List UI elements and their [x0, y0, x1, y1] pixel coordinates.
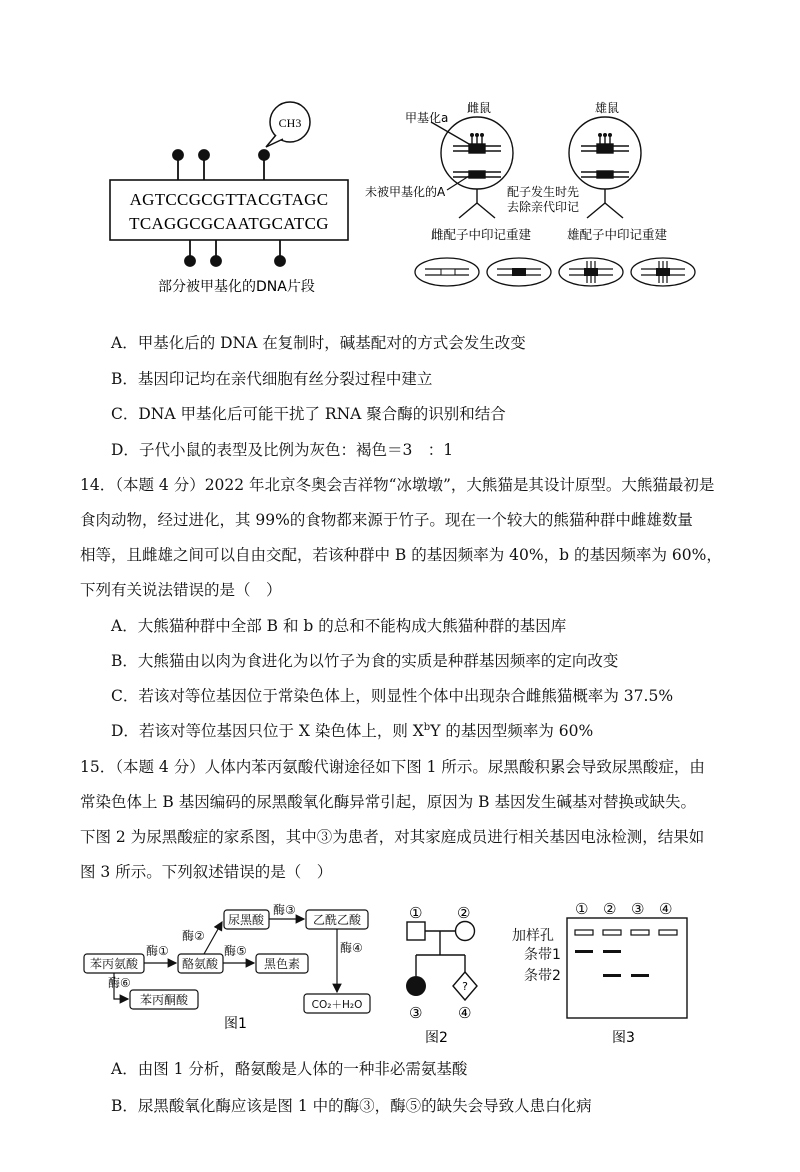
pedigree-father [407, 922, 425, 940]
figure-1-pathway [78, 900, 378, 1040]
enzyme-2: 酶② [182, 929, 205, 943]
figure-2-caption: 图2 [425, 1030, 448, 1046]
q15-stem-line-4: 图 3 所示。下列叙述错误的是（ ） [80, 863, 333, 881]
well-label: 加样孔 [512, 928, 554, 944]
q14-option-a: A．大熊猫种群中全部 B 和 b 的总和不能构成大熊猫种群的基因库 [111, 617, 567, 635]
female-mouse-label: 雌鼠 [467, 101, 492, 115]
q14-stem-line-1: 14．（本题 4 分）2022 年北京冬奥会吉祥物“冰墩墩”，大熊猫是其设计原型。大熊猫最初是 [80, 476, 715, 494]
gamete-note-1: 配子发生时先 [507, 185, 580, 199]
lane-1-label: ① [575, 900, 589, 918]
enzyme-1: 酶① [146, 944, 169, 958]
q14-stem-line-2: 食肉动物，经过进化，其 99%的食物都来源于竹子。现在一个较大的熊猫种群中雌雄数量 [80, 511, 693, 529]
female-cell [431, 117, 513, 189]
lane-2-label: ② [603, 900, 617, 918]
end-box: CO₂＋H₂O [311, 999, 363, 1011]
lane-3-label: ③ [631, 900, 645, 918]
enzyme-3: 酶③ [273, 903, 296, 917]
q14-stem-line-4: 下列有关说法错误的是（ ） [80, 581, 282, 599]
enzyme-6: 酶⑥ [108, 976, 131, 990]
figure-3-caption: 图3 [612, 1030, 635, 1046]
q13-option-b: B．基因印记均在亲代细胞有丝分裂过程中建立 [111, 370, 433, 388]
pedigree-4-label: ④ [458, 1004, 472, 1022]
gametes [415, 258, 695, 286]
methyl-label: CH3 [278, 116, 302, 130]
band-1-label: 条带1 [524, 947, 561, 963]
melanin-box: 黑色素 [263, 957, 301, 971]
q14-option-b: B．大熊猫由以肉为食进化为以竹子为食的实质是种群基因频率的定向改变 [111, 652, 619, 670]
pedigree-3-label: ③ [409, 1004, 423, 1022]
pedigree-mother [456, 922, 475, 941]
male-mouse-label: 雄鼠 [595, 101, 620, 115]
unmethylated-label: 未被甲基化的A [365, 185, 446, 199]
q14-option-c: C．若该对等位基因位于常染色体上，则显性个体中出现杂合雌熊猫概率为 37.5% [111, 687, 674, 705]
dna-methylation-figure [100, 95, 360, 300]
band-2-label: 条带2 [524, 968, 561, 984]
lane-4-label: ④ [659, 900, 673, 918]
male-gamete-label: 雄配子中印记重建 [567, 227, 668, 242]
q14-option-d: D．若该对等位基因只位于 X 染色体上，则 $X^bY$ 的基因型频率为 60% [111, 722, 594, 740]
q15-option-b: B．尿黑酸氧化酶应该是图 1 中的酶③，酶⑤的缺失会导致人患白化病 [111, 1097, 592, 1115]
male-cell [569, 117, 641, 189]
pedigree-question: ? [462, 980, 468, 993]
enzyme-5: 酶⑤ [224, 944, 247, 958]
dna-strand-1: AGTCCGCGTTACGTAGC [129, 190, 329, 209]
q15-stem-line-1: 15．（本题 4 分）人体内苯丙氨酸代谢途径如下图 1 所示。尿黑酸积累会导致尿黑酸症，由 [80, 758, 705, 776]
pedigree-patient-3 [406, 976, 426, 996]
q15-option-a: A．由图 1 分析，酪氨酸是人体的一种非必需氨基酸 [111, 1060, 468, 1078]
dna-caption: 部分被甲基化的DNA片段 [158, 279, 315, 295]
figure-3-electrophoresis [512, 898, 702, 1050]
tyr-box: 酪氨酸 [181, 957, 219, 971]
enzyme-4: 酶④ [340, 941, 363, 955]
q15-stem-line-2: 常染色体上 B 基因编码的尿黑酸氧化酶异常引起，原因为 B 基因发生碱基对替换或缺失。 [80, 793, 696, 811]
dna-strand-2: TCAGGCGCAATGCATCG [129, 214, 329, 233]
q14-stem-line-3: 相等，且雌雄之间可以自由交配，若该种群中 B 的基因频率为 40%，b 的基因频率为 60%， [80, 546, 722, 564]
phe-box: 苯丙氨酸 [89, 957, 139, 971]
q15-stem-line-3: 下图 2 为尿黑酸症的家系图，其中③为患者，对其家庭成员进行相关基因电泳检测，结果如 [80, 828, 705, 846]
imprinting-figure [365, 98, 705, 293]
gamete-note-2: 去除亲代印记 [507, 200, 580, 214]
methyl-groups-top [173, 150, 269, 180]
methyl-groups-bottom [185, 240, 285, 266]
methylation-a-label: 甲基化a [405, 111, 449, 125]
pedigree-2-label: ② [457, 904, 471, 922]
q13-option-c: C．DNA 甲基化后可能干扰了 RNA 聚合酶的识别和结合 [111, 405, 506, 423]
ppa-box: 苯丙酮酸 [139, 993, 189, 1007]
maa-box: 乙酰乙酸 [312, 913, 362, 927]
pedigree-1-label: ① [409, 904, 423, 922]
q13-option-d: D．子代小鼠的表型及比例为灰色：褐色＝3 ：1 [111, 441, 454, 459]
q13-option-a: A．甲基化后的 DNA 在复制时，碱基配对的方式会发生改变 [111, 334, 526, 352]
hga-box: 尿黑酸 [227, 913, 265, 927]
figure-2-pedigree [395, 900, 495, 1050]
female-gamete-label: 雌配子中印记重建 [431, 227, 532, 242]
figure-1-caption: 图1 [224, 1016, 247, 1032]
